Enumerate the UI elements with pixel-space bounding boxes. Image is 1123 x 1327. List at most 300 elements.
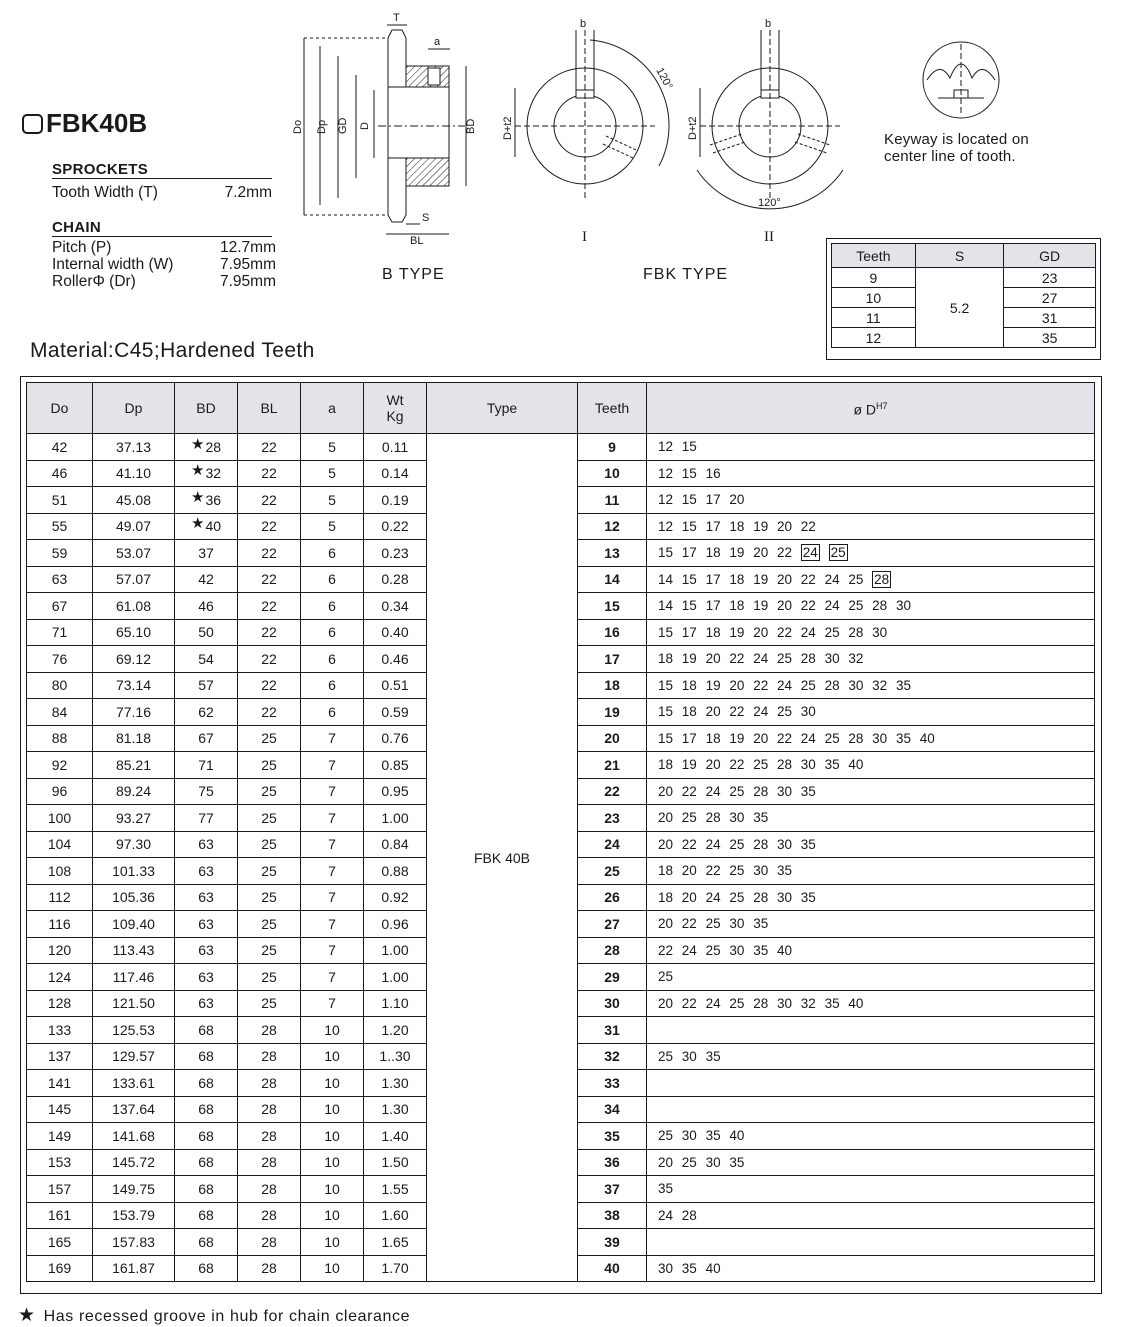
cell-wt: 1.40: [364, 1123, 427, 1150]
cell-a: 5: [301, 434, 364, 461]
dim-dt2-label-1: D+t2: [502, 116, 514, 140]
cell-bore-list: [647, 1255, 1095, 1282]
cell-dp: 77.16: [93, 699, 175, 726]
cell-wt: 1.30: [364, 1096, 427, 1123]
bore-size: 22: [729, 651, 745, 667]
cell-dp: 81.18: [93, 725, 175, 752]
angle-label-1: 120°: [653, 65, 675, 92]
cell-bl: 22: [238, 487, 301, 514]
cell-teeth: 34: [578, 1096, 647, 1123]
cell-bore-list: [647, 566, 1095, 593]
bore-size: 30: [824, 651, 840, 667]
bore-size: 15: [658, 704, 674, 720]
cell-do: 145: [27, 1096, 93, 1123]
cell-bd: ★40: [175, 513, 238, 540]
cell-a: 6: [301, 540, 364, 567]
cell-a: 10: [301, 1202, 364, 1229]
cell-dp: 137.64: [93, 1096, 175, 1123]
cell-bd: 68: [175, 1202, 238, 1229]
bore-size: 25: [681, 810, 697, 826]
cell-do: 59: [27, 540, 93, 567]
cell-dp: 105.36: [93, 884, 175, 911]
bore-size: 30: [705, 1154, 721, 1170]
header-bd: BD: [175, 383, 238, 434]
cell-wt: 1.50: [364, 1149, 427, 1176]
bore-size: 35: [705, 1128, 721, 1144]
cell-teeth: 18: [578, 672, 647, 699]
fbk-type-2-view: [697, 30, 843, 209]
table-row: [27, 434, 1095, 461]
cell-teeth: 9: [578, 434, 647, 461]
cell-dp: 157.83: [93, 1229, 175, 1256]
cell-bore-list: [647, 434, 1095, 461]
cell-do: 128: [27, 990, 93, 1017]
cell-bd: ★32: [175, 460, 238, 487]
cell-do: 71: [27, 619, 93, 646]
gd-table: [831, 243, 1096, 348]
bore-size: 20: [729, 677, 745, 693]
bore-size: 30: [800, 757, 816, 773]
cell-teeth: 40: [578, 1255, 647, 1282]
dim-bl-label: BL: [410, 235, 424, 247]
cell-wt: 0.19: [364, 487, 427, 514]
cell-dp: 113.43: [93, 937, 175, 964]
cell-bl: 25: [238, 990, 301, 1017]
bore-size: 28: [753, 995, 769, 1011]
cell-teeth: 39: [578, 1229, 647, 1256]
cell-do: 96: [27, 778, 93, 805]
bore-size: 30: [872, 624, 888, 640]
cell-bl: 25: [238, 725, 301, 752]
bore-size: 12: [658, 492, 674, 508]
cell-bd: 62: [175, 699, 238, 726]
bore-size: 25: [705, 916, 721, 932]
cell-a: 6: [301, 619, 364, 646]
cell-do: 157: [27, 1176, 93, 1203]
bore-size: 22: [776, 624, 793, 640]
cell-bd: ★36: [175, 487, 238, 514]
cell-bl: 25: [238, 858, 301, 885]
cell-a: 6: [301, 593, 364, 620]
cell-a: 5: [301, 460, 364, 487]
cell-bl: 22: [238, 646, 301, 673]
bore-size: 28: [681, 1207, 697, 1223]
header-wt: Wt Kg: [364, 383, 427, 434]
cell-bore-list: [647, 1017, 1095, 1044]
bore-size: 25: [753, 757, 769, 773]
bore-size: 25: [729, 889, 745, 905]
cell-dp: 61.08: [93, 593, 175, 620]
cell-teeth: 29: [578, 964, 647, 991]
cell-wt: 1.00: [364, 805, 427, 832]
cell-teeth: 14: [578, 566, 647, 593]
bore-size: 19: [753, 598, 769, 614]
bore-size: 24: [705, 889, 721, 905]
gd-header-gd: GD: [1004, 244, 1096, 268]
bore-size: 25: [681, 1154, 697, 1170]
bore-size: 22: [776, 545, 793, 561]
bore-size: 24: [753, 651, 769, 667]
header-bl: BL: [238, 383, 301, 434]
cell-a: 6: [301, 646, 364, 673]
bore-size: 24: [824, 598, 840, 614]
bore-size: 22: [800, 598, 816, 614]
cell-bd: 67: [175, 725, 238, 752]
bore-size: 22: [705, 863, 721, 879]
header-a: a: [301, 383, 364, 434]
gd-s-cell: 5.2: [915, 268, 1004, 348]
cell-dp: 141.68: [93, 1123, 175, 1150]
bore-size: 40: [705, 1260, 721, 1276]
cell-wt: 0.51: [364, 672, 427, 699]
gd-table-frame: [826, 238, 1101, 360]
bore-size: 30: [776, 783, 793, 799]
cell-bl: 28: [238, 1043, 301, 1070]
bore-size: 32: [848, 651, 864, 667]
bore-size: 35: [800, 783, 816, 799]
cell-wt: 1.00: [364, 937, 427, 964]
cell-bd: 63: [175, 990, 238, 1017]
cell-dp: 149.75: [93, 1176, 175, 1203]
cell-teeth: 35: [578, 1123, 647, 1150]
cell-bd: 57: [175, 672, 238, 699]
cell-do: 104: [27, 831, 93, 858]
cell-do: 116: [27, 911, 93, 938]
cell-bd: 63: [175, 937, 238, 964]
cell-teeth: 11: [578, 487, 647, 514]
bore-size: 20: [705, 651, 721, 667]
bore-size: 20: [658, 810, 674, 826]
bore-size: 19: [729, 545, 745, 561]
cell-bl: 28: [238, 1070, 301, 1097]
spec-internal-width: Internal width (W) 7.95mm: [52, 256, 276, 273]
cell-bd: 77: [175, 805, 238, 832]
bore-size: 30: [681, 1128, 697, 1144]
cell-a: 10: [301, 1176, 364, 1203]
cell-bore-list: [647, 1229, 1095, 1256]
cell-teeth: 36: [578, 1149, 647, 1176]
cell-bl: 28: [238, 1255, 301, 1282]
cell-dp: 97.30: [93, 831, 175, 858]
cell-a: 10: [301, 1096, 364, 1123]
dim-b-label-2: b: [765, 18, 772, 30]
bore-size: 40: [729, 1128, 745, 1144]
cell-a: 7: [301, 831, 364, 858]
main-table: [26, 382, 1095, 1282]
cell-a: 7: [301, 778, 364, 805]
cell-dp: 125.53: [93, 1017, 175, 1044]
bore-size: 20: [776, 598, 793, 614]
cell-dp: 53.07: [93, 540, 175, 567]
cell-bd: 63: [175, 911, 238, 938]
cell-a: 5: [301, 487, 364, 514]
bore-size: 17: [681, 730, 697, 746]
bore-size: 22: [681, 783, 697, 799]
bore-size: 28: [848, 730, 864, 746]
cell-bore-list: [647, 1123, 1095, 1150]
cell-bd: 46: [175, 593, 238, 620]
bore-size: 24: [802, 545, 818, 561]
bore-size: 19: [729, 730, 745, 746]
bore-size: 15: [658, 677, 674, 693]
bore-size: 25: [800, 677, 816, 693]
cell-teeth: 22: [578, 778, 647, 805]
cell-wt: 0.46: [364, 646, 427, 673]
cell-do: 153: [27, 1149, 93, 1176]
cell-do: 169: [27, 1255, 93, 1282]
cell-bore-list: [647, 911, 1095, 938]
bore-size: 40: [776, 942, 793, 958]
cell-bd: 63: [175, 831, 238, 858]
cell-do: 80: [27, 672, 93, 699]
bore-size: 24: [705, 783, 721, 799]
bore-size: 15: [681, 571, 697, 587]
cell-bd: 71: [175, 752, 238, 779]
dim-d-label: D: [359, 122, 371, 130]
keyway-note: Keyway is located on center line of tooth.: [884, 131, 1029, 165]
cell-bore-list: [647, 619, 1095, 646]
dim-a-label: a: [434, 36, 441, 48]
bore-size: 24: [705, 836, 721, 852]
cell-bore-list: [647, 513, 1095, 540]
bore-size: 35: [824, 757, 840, 773]
cell-bl: 22: [238, 566, 301, 593]
cell-a: 7: [301, 805, 364, 832]
cell-wt: 0.95: [364, 778, 427, 805]
cell-do: 92: [27, 752, 93, 779]
cell-a: 10: [301, 1017, 364, 1044]
b-type-caption: B TYPE: [382, 266, 445, 283]
bore-size: 20: [776, 518, 793, 534]
bore-size: 20: [658, 916, 674, 932]
cell-wt: 0.22: [364, 513, 427, 540]
bore-size: 35: [800, 836, 816, 852]
gd-value-cell: 27: [1004, 288, 1096, 308]
header-dp: Dp: [93, 383, 175, 434]
cell-teeth: 31: [578, 1017, 647, 1044]
star-icon: ★: [190, 515, 205, 533]
cell-bl: 25: [238, 752, 301, 779]
bore-size: 22: [681, 995, 697, 1011]
cell-bl: 22: [238, 434, 301, 461]
bore-size: 18: [729, 571, 745, 587]
main-table-frame: [20, 376, 1102, 1294]
bore-size: 22: [800, 571, 816, 587]
bore-size: 16: [705, 465, 721, 481]
cell-bl: 28: [238, 1123, 301, 1150]
cell-bore-list: [647, 964, 1095, 991]
bore-size: 35: [895, 730, 911, 746]
cell-bd: 54: [175, 646, 238, 673]
spec-roller: RollerΦ (Dr) 7.95mm: [52, 273, 276, 290]
cell-bd: 68: [175, 1255, 238, 1282]
bore-size: 28: [705, 810, 721, 826]
cell-do: 63: [27, 566, 93, 593]
cell-bl: 28: [238, 1096, 301, 1123]
bore-size: 20: [753, 730, 769, 746]
cell-a: 7: [301, 858, 364, 885]
bore-size: 20: [658, 836, 674, 852]
star-icon: ★: [190, 488, 205, 506]
bore-size: 19: [753, 518, 769, 534]
cell-wt: 0.11: [364, 434, 427, 461]
view-label-ii: II: [764, 229, 774, 245]
header-bore-d: ø $D^{H7}$: [647, 383, 1095, 434]
cell-wt: 0.40: [364, 619, 427, 646]
bore-size: 35: [705, 1048, 721, 1064]
bore-size: 35: [753, 916, 769, 932]
cell-do: 76: [27, 646, 93, 673]
cell-bd: 75: [175, 778, 238, 805]
cell-bl: 28: [238, 1229, 301, 1256]
bore-size: 30: [776, 995, 793, 1011]
cell-a: 10: [301, 1043, 364, 1070]
bore-size: 35: [729, 1154, 745, 1170]
bore-size: 20: [658, 783, 674, 799]
cell-do: 108: [27, 858, 93, 885]
cell-teeth: 10: [578, 460, 647, 487]
cell-bl: 28: [238, 1149, 301, 1176]
bore-size: 12: [658, 465, 674, 481]
cell-bore-list: [647, 805, 1095, 832]
bore-size: 20: [753, 545, 769, 561]
bore-size: 24: [681, 942, 697, 958]
bore-size: 28: [753, 836, 769, 852]
bore-size: 28: [874, 571, 890, 587]
bore-size: 20: [705, 757, 721, 773]
cell-bl: 25: [238, 805, 301, 832]
cell-do: 149: [27, 1123, 93, 1150]
cell-a: 6: [301, 566, 364, 593]
bore-size: 25: [729, 836, 745, 852]
bore-size: 17: [681, 624, 697, 640]
bore-size: 18: [658, 651, 674, 667]
cell-do: 55: [27, 513, 93, 540]
cell-bl: 25: [238, 884, 301, 911]
bore-size: 22: [753, 677, 769, 693]
bore-size: 24: [753, 704, 769, 720]
bore-size: 40: [919, 730, 935, 746]
cell-a: 6: [301, 699, 364, 726]
bore-size: 22: [729, 757, 745, 773]
bore-size: 25: [729, 995, 745, 1011]
gd-value-cell: 23: [1004, 268, 1096, 288]
bore-size: 28: [824, 677, 840, 693]
bore-size: 20: [753, 624, 769, 640]
bore-size: 24: [824, 571, 840, 587]
gd-teeth-cell: 12: [832, 328, 916, 348]
bore-size: 35: [776, 863, 793, 879]
bore-size: 15: [681, 465, 697, 481]
bore-size: 20: [681, 863, 697, 879]
bore-size: 30: [895, 598, 911, 614]
header-do: Do: [27, 383, 93, 434]
cell-bl: 28: [238, 1176, 301, 1203]
bore-size: 18: [658, 889, 674, 905]
cell-dp: 41.10: [93, 460, 175, 487]
cell-bd: 68: [175, 1070, 238, 1097]
cell-wt: 1.00: [364, 964, 427, 991]
bore-size: 19: [753, 571, 769, 587]
bore-size: 15: [658, 730, 674, 746]
cell-dp: 65.10: [93, 619, 175, 646]
footnote-text: Has recessed groove in hub for chain clearance: [43, 1308, 411, 1325]
b-type-side-view: [304, 25, 466, 234]
cell-bl: 22: [238, 619, 301, 646]
bore-size: 30: [776, 889, 793, 905]
cell-bd: ★28: [175, 434, 238, 461]
cell-wt: 0.23: [364, 540, 427, 567]
bore-size: 15: [681, 518, 697, 534]
cell-dp: 109.40: [93, 911, 175, 938]
bore-size: 35: [800, 889, 816, 905]
cell-bore-list: [647, 646, 1095, 673]
cell-teeth: 20: [578, 725, 647, 752]
dim-t-label: T: [393, 12, 400, 24]
cell-a: 7: [301, 725, 364, 752]
bore-size: 19: [681, 651, 697, 667]
dim-gd-label: GD: [337, 117, 349, 134]
cell-bd: 63: [175, 858, 238, 885]
bore-size: 35: [824, 995, 840, 1011]
bore-size: 30: [753, 863, 769, 879]
cell-wt: 1.70: [364, 1255, 427, 1282]
cell-do: 46: [27, 460, 93, 487]
cell-wt: 0.14: [364, 460, 427, 487]
bore-size: 25: [658, 1048, 674, 1064]
cell-type: FBK 40B: [427, 434, 578, 1282]
cell-wt: 1.30: [364, 1070, 427, 1097]
cell-a: 10: [301, 1149, 364, 1176]
cell-dp: 121.50: [93, 990, 175, 1017]
cell-do: 112: [27, 884, 93, 911]
cell-wt: 0.34: [364, 593, 427, 620]
cell-dp: 89.24: [93, 778, 175, 805]
bore-size: 15: [681, 439, 697, 455]
bore-size: 19: [681, 757, 697, 773]
cell-bd: 68: [175, 1017, 238, 1044]
cell-bore-list: [647, 937, 1095, 964]
cell-bl: 22: [238, 513, 301, 540]
spec-pitch: Pitch (P) 12.7mm: [52, 239, 276, 256]
bore-size: 30: [872, 730, 888, 746]
bore-size: 17: [705, 598, 721, 614]
cell-dp: 45.08: [93, 487, 175, 514]
cell-teeth: 38: [578, 1202, 647, 1229]
cell-teeth: 13: [578, 540, 647, 567]
bore-size: 24: [705, 995, 721, 1011]
cell-bore-list: [647, 540, 1095, 567]
cell-wt: 1..30: [364, 1043, 427, 1070]
cell-bore-list: [647, 1149, 1095, 1176]
fbk-type-caption: FBK TYPE: [643, 266, 729, 283]
bore-size: 22: [681, 916, 697, 932]
bore-size: 18: [729, 518, 745, 534]
dim-s-label: S: [422, 212, 430, 224]
bore-size: 18: [705, 730, 721, 746]
bore-size: 22: [681, 836, 697, 852]
star-icon: ★: [190, 462, 205, 480]
cell-wt: 0.59: [364, 699, 427, 726]
bore-size: 20: [658, 995, 674, 1011]
bore-size: 30: [658, 1260, 674, 1276]
cell-a: 10: [301, 1255, 364, 1282]
main-table-header: [27, 383, 1095, 434]
bore-size: 30: [729, 942, 745, 958]
bore-size: 17: [705, 571, 721, 587]
cell-do: 165: [27, 1229, 93, 1256]
cell-bl: 22: [238, 699, 301, 726]
